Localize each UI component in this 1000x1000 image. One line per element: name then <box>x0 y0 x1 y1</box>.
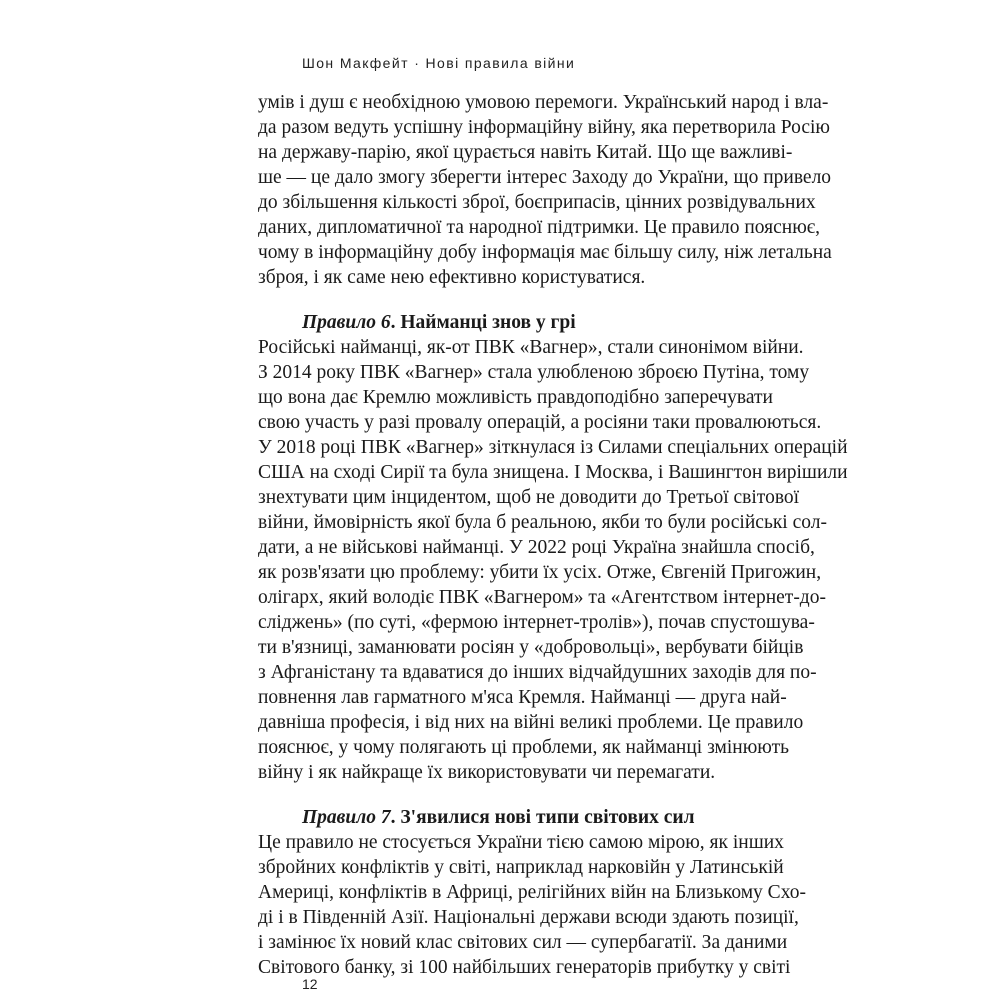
text-line: да разом ведуть успішну інформаційну війну, яка перетворила Росію <box>258 117 830 138</box>
text-line: збройних конфліктів у світі, наприклад нарковійн у Латинській <box>258 857 784 878</box>
text-line: знехтувати цим інцидентом, щоб не доводити до Третьої світової <box>258 487 800 508</box>
text-line: дати, а не військові найманці. У 2022 році Україна знайшла спосіб, <box>258 537 815 558</box>
text-line: Це правило не стосується України тією самою мірою, як інших <box>258 832 784 853</box>
text-line: до збільшення кількості зброї, боєприпасів, цінних розвідувальних <box>258 192 816 213</box>
text-line: ти в'язниці, заманювати росіян у «добровольці», вербувати бійців <box>258 637 804 658</box>
section-heading-rule-7 <box>302 806 695 830</box>
text-line: війну і як найкраще їх використовувати чи перемагати. <box>258 762 716 783</box>
text-line: Світового банку, зі 100 найбільших генераторів прибутку у світі <box>258 957 791 978</box>
running-header: Шон Макфейт · Нові правила війни <box>302 55 576 71</box>
text-line: сліджень» (по суті, «фермою інтернет-тролів»), почав спустошува- <box>258 612 815 633</box>
rule-label: Правило 6 <box>302 312 391 333</box>
text-line: пояснює, у чому полягають ці проблеми, як найманці змінюють <box>258 737 790 758</box>
text-line: зброя, і як саме нею ефективно користуватися. <box>258 267 646 288</box>
text-line: давніша професія, і від них на війні великі проблеми. Це правило <box>258 712 804 733</box>
text-line: ді і в Південній Азії. Національні держави всюди здають позиції, <box>258 907 799 928</box>
book-page <box>258 0 848 1000</box>
text-line: повнення лав гарматного м'яса Кремля. Найманці — друга най- <box>258 687 787 708</box>
text-line: війни, ймовірність якої була б реальною, якби то були російські сол- <box>258 512 827 533</box>
text-line: З 2014 року ПВК «Вагнер» стала улюбленою зброєю Путіна, тому <box>258 362 810 383</box>
text-line: олігарх, який володіє ПВК «Вагнером» та «Агентством інтернет-до- <box>258 587 826 608</box>
text-line: Російські найманці, як-от ПВК «Вагнер», стали синонімом війни. <box>258 337 804 358</box>
text-line: ше — це дало змогу зберегти інтерес Заходу до України, що привело <box>258 167 832 188</box>
text-line: як розв'язати цю проблему: убити їх усіх. Отже, Євгеній Пригожин, <box>258 562 822 583</box>
text-line: що вона дає Кремлю можливість правдоподібно заперечувати <box>258 387 773 408</box>
text-line: Америці, конфліктів в Африці, релігійних війн на Близькому Схо- <box>258 882 806 903</box>
text-line: чому в інформаційну добу інформація має більшу силу, ніж летальна <box>258 242 832 263</box>
text-line: свою участь у разі провалу операцій, а росіяни таки провалюються. <box>258 412 822 433</box>
section-heading-rule-6 <box>302 311 576 335</box>
rule-title: . Найманці знов у грі <box>390 312 576 333</box>
rule-title: . З'явилися нові типи світових сил <box>390 807 695 828</box>
text-line: У 2018 році ПВК «Вагнер» зіткнулася із Силами спеціальних операцій <box>258 437 848 458</box>
text-line: на державу-парію, якої цурається навіть Китай. Що ще важливі- <box>258 142 793 163</box>
text-line: умів і душ є необхідною умовою перемоги. Український народ і вла- <box>258 92 829 113</box>
rule-label: Правило 7 <box>302 807 391 828</box>
text-line: даних, дипломатичної та народної підтримки. Це правило пояснює, <box>258 217 821 238</box>
text-line: США на сході Сирії та була знищена. І Москва, і Вашингтон вирішили <box>258 462 848 483</box>
page-number: 12 <box>302 976 318 992</box>
text-line: з Афганістану та вдаватися до інших відчайдушних заходів для по- <box>258 662 817 683</box>
text-line: і замінює їх новий клас світових сил — супербагатії. За даними <box>258 932 788 953</box>
